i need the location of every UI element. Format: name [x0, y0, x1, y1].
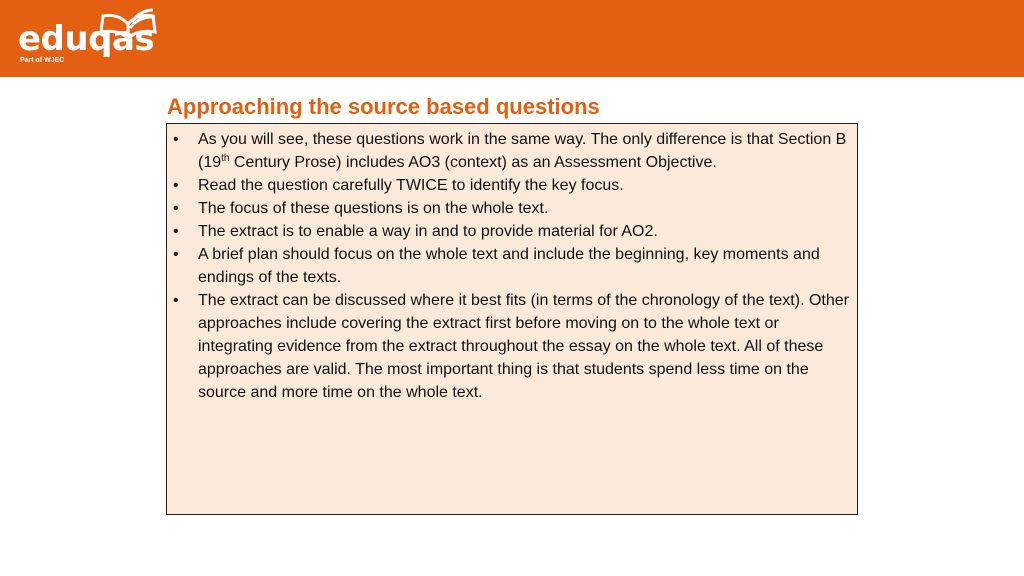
bullet-list	[167, 128, 857, 404]
bullet-text-part: Century Prose) includes AO3 (context) as an Assessment Objective.	[229, 154, 717, 171]
bullet-item	[167, 174, 857, 197]
bullet-text: The extract can be discussed where it best fits (in terms of the chronology of the text). Other approaches include covering the extract first before moving on to the whole text or integrating evidence from the extract throughout the essay on the whole text. All of these approaches are valid. The most important thing is that students spend less time on the source and more time on the whole text.	[198, 292, 849, 401]
bullet-marker: •	[173, 292, 179, 309]
logo-wordmark: eduqas	[18, 19, 155, 59]
bullet-text-part: As you will see, these questions work in the same way. The only difference is that Section B (19	[198, 131, 847, 171]
bullet-item	[167, 220, 857, 243]
bullet-marker: •	[173, 246, 179, 263]
content-box	[166, 123, 858, 515]
header-bar	[0, 0, 1024, 77]
logo-tagline: Part of WJEC	[20, 57, 65, 64]
bullet-marker: •	[173, 200, 179, 217]
bullet-marker: •	[173, 131, 179, 148]
superscript-th: th	[221, 153, 230, 164]
bullet-text: A brief plan should focus on the whole text and include the beginning, key moments and endings of the texts.	[198, 246, 820, 286]
bullet-text: Read the question carefully TWICE to identify the key focus.	[198, 177, 624, 194]
bullet-text: The focus of these questions is on the whole text.	[198, 200, 549, 217]
bullet-item	[167, 243, 857, 289]
slide-title: Approaching the source based questions	[167, 94, 600, 119]
bullet-marker: •	[173, 223, 179, 240]
bullet-item	[167, 197, 857, 220]
bullet-item	[167, 128, 857, 174]
eduqas-logo	[16, 8, 166, 70]
bullet-text: The extract is to enable a way in and to provide material for AO2.	[198, 223, 658, 240]
bullet-marker: •	[173, 177, 179, 194]
bullet-item	[167, 289, 857, 404]
